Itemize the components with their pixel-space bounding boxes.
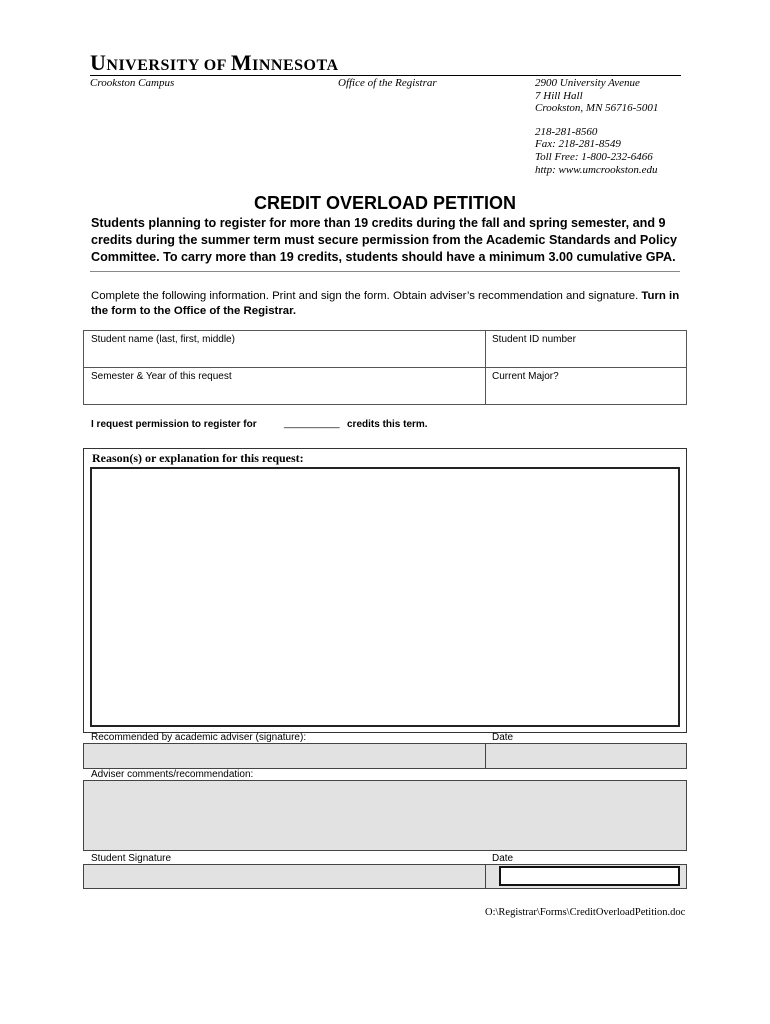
student-date-cell	[485, 864, 687, 889]
reasons-section	[83, 448, 687, 733]
student-signature-field[interactable]	[83, 864, 486, 889]
title-initial-u: U	[90, 50, 107, 75]
student-signature-label: Student Signature	[91, 853, 172, 864]
date-label-2: Date	[492, 853, 514, 864]
address-line-street: 2900 University Avenue	[535, 77, 640, 89]
address-line-city: Crookston, MN 56716-5001	[535, 102, 659, 115]
form-title: CREDIT OVERLOAD PETITION	[253, 193, 516, 213]
student-id-field[interactable]	[485, 330, 687, 368]
header-divider	[90, 75, 681, 76]
intro-paragraph: Students planning to register for more than 19 credits during the fall and spring semester, and 9 credits during the summer term must secure permission from the Academic Standards and Policy Committee. To carry more than 19 credits, students should have a minimum 3.00 cumulative GPA.	[91, 216, 678, 264]
credits-blank-field[interactable]: __________	[284, 418, 340, 429]
student-name-label: Student name (last, first, middle)	[91, 334, 235, 345]
semester-year-field[interactable]	[83, 367, 486, 405]
student-id-label: Student ID number	[492, 334, 576, 345]
adviser-comments-label: Adviser comments/recommendation:	[91, 769, 254, 780]
recommended-by-label: Recommended by academic adviser (signature):	[91, 732, 307, 743]
instructions-text: Complete the following information. Print and sign the form. Obtain adviser’s recommendation and signature.	[91, 290, 642, 302]
current-major-field[interactable]	[485, 367, 687, 405]
request-suffix: credits this term.	[347, 419, 428, 430]
toll-free-number: Toll Free: 1-800-232-6466	[535, 150, 653, 163]
reasons-textarea[interactable]	[90, 467, 680, 727]
title-part-niversity: NIVERSITY OF	[106, 57, 231, 74]
adviser-comments-field[interactable]	[83, 780, 687, 851]
title-part-innesota: INNESOTA	[252, 57, 339, 74]
office-name: Office of the Registrar	[338, 77, 437, 89]
university-title	[90, 50, 339, 76]
student-date-field[interactable]	[499, 866, 680, 886]
address-line-hall: 7 Hill Hall	[535, 89, 583, 102]
instructions	[91, 289, 691, 318]
student-name-field[interactable]	[83, 330, 486, 368]
reasons-label: Reason(s) or explanation for this request:	[92, 451, 304, 465]
file-path: O:\Registrar\Forms\CreditOverloadPetition.doc	[485, 907, 686, 918]
date-label-1: Date	[492, 732, 514, 743]
adviser-date-field[interactable]	[485, 743, 687, 769]
semester-year-label: Semester & Year of this request	[91, 371, 232, 382]
title-initial-m: M	[230, 50, 253, 75]
address-block	[535, 77, 658, 176]
website-url: http: www.umcrookston.edu	[535, 163, 658, 176]
adviser-signature-field[interactable]	[83, 743, 486, 769]
request-prefix: I request permission to register for	[91, 419, 257, 430]
phone-number: 218-281-8560	[535, 125, 598, 138]
fax-number: Fax: 218-281-8549	[535, 138, 621, 151]
section-divider	[90, 271, 680, 272]
campus-name: Crookston Campus	[90, 77, 175, 89]
current-major-label: Current Major?	[492, 371, 559, 382]
instructions-turn-in: Turn in the form to the Office of the Registrar.	[91, 290, 680, 317]
